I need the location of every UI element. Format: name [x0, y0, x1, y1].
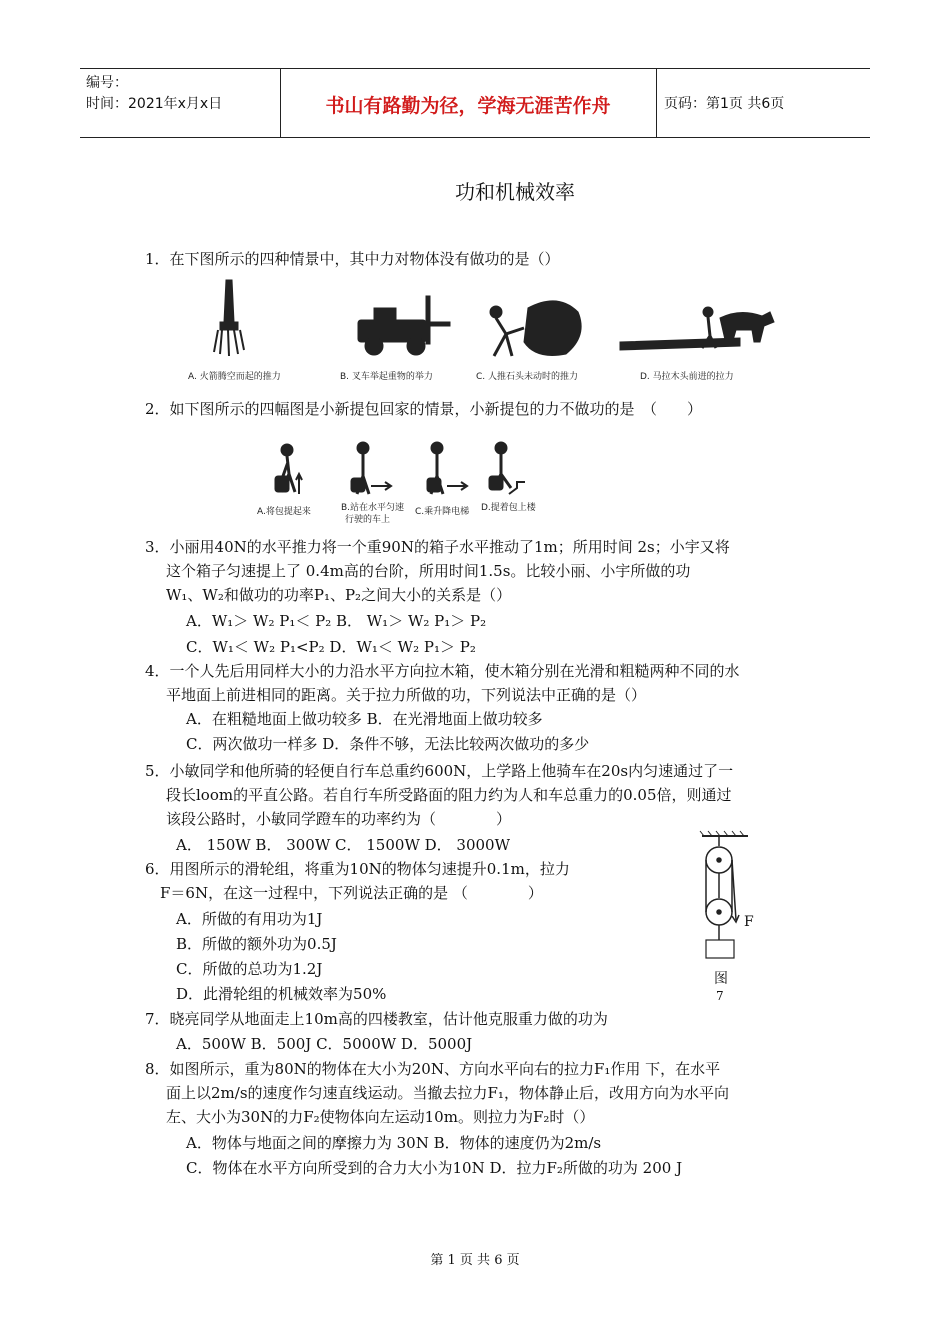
vehicle-person [351, 442, 391, 494]
q8-options: C．物体在水平方向所受到的合力大小为10N D．拉力F₂所做的功为 200 J [186, 1159, 683, 1177]
stairs-person [489, 442, 525, 494]
page-footer: 第 1 页 共 6 页 [430, 1253, 520, 1268]
lift-bag-person [275, 444, 302, 494]
q6-option-c: C．所做的总功为1.2J [176, 960, 323, 978]
header-meta [86, 73, 222, 115]
q2-caption-c: C.乘升降电梯 [415, 507, 470, 517]
q3-line: 这个箱子匀速提上了 0.4m高的台阶，所用时间1.5s。比较小丽、小宇所做的功 [166, 562, 691, 580]
header-page-number: 页码：第1页 共6页 [664, 96, 785, 112]
q7-line: 7．晓亮同学从地面走上10m高的四楼教室，估计他克服重力做的功为 [145, 1010, 608, 1028]
horse-log-scene [620, 307, 774, 350]
q4-options: A．在粗糙地面上做功较多 B．在光滑地面上做功较多 [186, 710, 543, 728]
q8-options: A．物体与地面之间的摩擦力为 30N B．物体的速度仍为2m/s [186, 1134, 602, 1152]
q4-options: C．两次做功一样多 D．条件不够，无法比较两次做功的多少 [186, 735, 590, 753]
header-motto: 书山有路勤为径，学海无涯苦作舟 [325, 95, 611, 117]
pulley-system-diagram [700, 831, 748, 958]
rocket-scene [214, 280, 244, 356]
header-divider [656, 69, 657, 137]
q5-line: 5．小敏同学和他所骑的轻便自行车总重约600N，上学路上他骑车在20s内匀速通过了一 [145, 762, 734, 780]
q6-option-b: B．所做的额外功为0.5J [176, 935, 337, 953]
elevator-person [427, 442, 467, 494]
q2-caption-b2: 行驶的车上 [345, 515, 391, 525]
header-time: 时间：2021年x月x日 [86, 96, 223, 112]
q2-figure [255, 436, 555, 528]
q7-options: A．500W B．500J C．5000W D．5000J [176, 1035, 473, 1053]
q1-caption-a: A. 火箭腾空而起的推力 [188, 372, 281, 382]
q1-stem: 1．在下图所示的四种情景中，其中力对物体没有做功的是（） [145, 250, 560, 268]
q6-line: 6．用图所示的滑轮组，将重为10N的物体匀速提升0.1m，拉力 [145, 860, 570, 878]
q8-line: 左、大小为30N的力F₂使物体向左运动10m。则拉力为F₂时（） [166, 1108, 595, 1126]
q8-line: 面上以2m/s的速度作匀速直线运动。当撤去拉力F₁，物体静止后，改用方向为水平向 [166, 1084, 729, 1102]
q3-line: W₁、W₂和做功的功率P₁、P₂之间大小的关系是（） [166, 586, 512, 604]
forklift-scene [358, 296, 450, 355]
header-number: 编号： [86, 75, 128, 91]
q2-caption-b: B.站在水平匀速 [341, 503, 405, 513]
q5-line: 该段公路时，小敏同学蹬车的功率约为（ ） [166, 810, 512, 828]
q3-options: C．W₁＜ W₂ P₁<P₂ D．W₁＜ W₂ P₁＞ P₂ [186, 638, 476, 656]
header-divider [280, 69, 281, 137]
q6-line: F＝6N，在这一过程中，下列说法正确的是 （ ） [160, 884, 543, 902]
q8-line: 8．如图所示，重为80N的物体在大小为20N、方向水平向右的拉力F₁作用 下，在水平 [145, 1060, 721, 1078]
pulley-figure [696, 828, 776, 1008]
q6-option-d: D．此滑轮组的机械效率为50% [176, 985, 387, 1003]
push-rock-scene [490, 301, 581, 356]
q4-line: 4．一个人先后用同样大小的力沿水平方向拉木箱，使木箱分别在光滑和粗糙两种不同的水 [145, 662, 740, 680]
q2-caption-a: A.将包提起来 [257, 507, 311, 517]
q3-options: A．W₁＞ W₂ P₁＜ P₂ B． W₁＞ W₂ P₁＞ P₂ [186, 612, 487, 630]
q2-stem: 2．如下图所示的四幅图是小新提包回家的情景，小新提包的力不做功的是 （ ） [145, 400, 703, 418]
q1-caption-c: C. 人推石头未动时的推力 [476, 372, 579, 382]
q4-line: 平地面上前进相同的距离。关于拉力所做的功，下列说法中正确的是（） [166, 686, 647, 704]
figure-number: 7 [716, 989, 724, 1003]
figure-label: 图 [714, 971, 728, 987]
q6-option-a: A．所做的有用功为1J [176, 910, 323, 928]
q1-caption-d: D. 马拉木头前进的拉力 [640, 372, 734, 382]
q2-caption-d: D.提着包上楼 [481, 503, 536, 513]
q5-line: 段长loom的平直公路。若自行车所受路面的阻力约为人和车总重力的0.05倍，则通过 [166, 786, 732, 804]
page-title: 功和机械效率 [455, 180, 575, 204]
q3-line: 3．小丽用40N的水平推力将一个重90N的箱子水平推动了1m；所用时间 2s；小宇又将 [145, 538, 730, 556]
page-header [80, 68, 870, 138]
q5-options: A． 150W B． 300W C． 1500W D． 3000W [176, 836, 511, 854]
q1-caption-b: B. 叉车举起重物的举力 [340, 372, 433, 382]
force-label: F [744, 914, 754, 930]
q1-figure [180, 272, 780, 384]
